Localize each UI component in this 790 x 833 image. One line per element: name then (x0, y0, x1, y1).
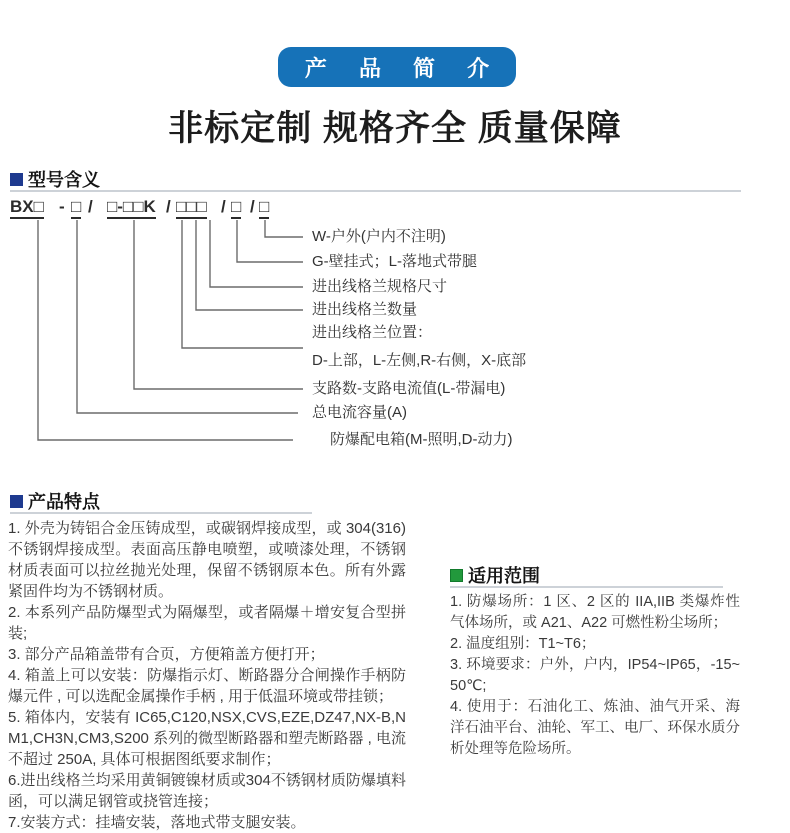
formula-segment: / (166, 197, 171, 216)
section-model-heading (10, 166, 100, 192)
formula-segment: / (88, 197, 93, 216)
features-list (8, 518, 406, 833)
formula-segment: - (59, 197, 65, 216)
section-model-rule (10, 190, 741, 192)
label-gland-count: 进出线格兰数量 (312, 301, 418, 318)
feature-item-3: 3. 部分产品箱盖带有合页，方便箱盖方便打开； (8, 646, 325, 663)
formula-segment: / (221, 197, 226, 216)
section-features-heading (10, 488, 100, 514)
label-total-current: 总电流容量(A) (312, 404, 407, 421)
formula-segment: / (250, 197, 255, 216)
formula-segment: □ (71, 197, 81, 219)
formula-segment: BX□ (10, 197, 44, 219)
label-gland-position-detail: D-上部，L-左侧,R-右侧，X-底部 (312, 352, 527, 369)
feature-item-1: 1. 外壳为铸铝合金压铸成型，或碳钢焊接成型，或 304(316)不锈钢焊接成型。表面高压静电喷塑，或喷漆处理，不锈钢材质表面可以拉丝抛光处理，保留不锈钢原本色。所有外露紧固件均为不锈钢材质。 (8, 520, 406, 600)
feature-item-7: 7.安装方式：挂墙安装，落地式带支腿安装。 (8, 814, 306, 831)
section-scope-heading (450, 562, 540, 588)
label-outdoor: W-户外(户内不注明) (312, 228, 446, 245)
scope-item-1: 1. 防爆场所：1 区、2 区的 IIA,IIB 类爆炸性气体场所，或 A21、A22 可燃性粉尘场所； (450, 594, 740, 631)
section-bullet-icon (450, 569, 463, 582)
scope-item-3: 3. 环境要求：户外，户内，IP54~IP65，-15~50℃; (450, 657, 740, 694)
label-box-type: 防爆配电箱(M-照明,D-动力) (330, 431, 513, 448)
section-scope-title: 适用范围 (468, 566, 540, 586)
feature-item-6: 6.进出线格兰均采用黄铜镀镍材质或304不锈钢材质防爆填料函，可以满足钢管或挠管连接； (8, 772, 406, 810)
banner-label: 产 品 简 介 (304, 55, 503, 81)
formula-segment: □□□ (176, 197, 207, 219)
section-features-title: 产品特点 (28, 492, 100, 512)
section-scope-rule (450, 586, 723, 588)
label-gland-size: 进出线格兰规格尺寸 (312, 278, 448, 295)
product-intro-banner (278, 47, 516, 87)
section-features-rule (10, 512, 312, 514)
section-bullet-icon (10, 173, 23, 186)
formula-segment: □ (259, 197, 269, 219)
feature-item-2: 2. 本系列产品防爆型式为隔爆型，或者隔爆＋增安复合型拼装; (8, 604, 406, 642)
scope-list (450, 592, 740, 760)
feature-item-5: 5. 箱体内，安装有 IC65,C120,NSX,CVS,EZE,DZ47,NX-B,NM1,CH3N,CM3,S200 系列的微型断路器和塑壳断路器 , 电流不超过 250A, 具体可根据图纸要求制作； (8, 709, 406, 768)
section-model-title: 型号含义 (28, 170, 100, 190)
label-branch-current: 支路数-支路电流值(L-带漏电) (312, 380, 506, 397)
label-mounting: G-壁挂式；L-落地式带腿 (312, 253, 478, 270)
formula-segment: □ (231, 197, 241, 219)
feature-item-4: 4. 箱盖上可以安装：防爆指示灯、断路器分合闸操作手柄防爆元件 , 可以选配金属操作手柄 , 用于低温环境或带挂锁； (8, 667, 406, 705)
scope-item-4: 4. 使用于：石油化工、炼油、油气开采、海洋石油平台、油轮、军工、电厂、环保水质分析处理等危险场所。 (450, 699, 740, 757)
main-title: 非标定制 规格齐全 质量保障 (168, 109, 622, 148)
section-bullet-icon (10, 495, 23, 508)
scope-item-2: 2. 温度组别：T1~T6； (450, 636, 596, 652)
formula-segment: □-□□K (107, 197, 156, 219)
label-gland-position: 进出线格兰位置： (312, 324, 433, 341)
